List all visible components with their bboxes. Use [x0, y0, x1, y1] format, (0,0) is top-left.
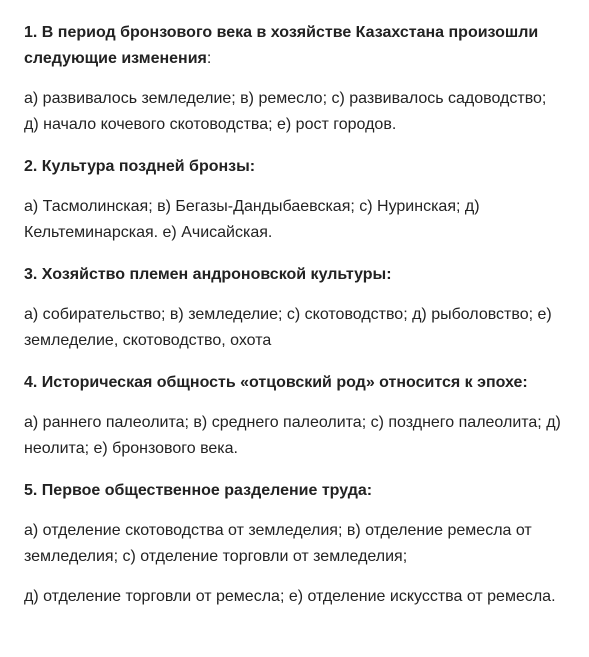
question-5-answers-part-1: а) отделение скотоводства от земледелия; в) отделение ремесла от земледелия; с) отделение торговли от земледелия;: [24, 522, 532, 565]
question-4: 4. Историческая общность «отцовский род» относится к эпохе:: [24, 374, 528, 391]
question-4-answers: а) раннего палеолита; в) среднего палеолита; с) позднего палеолита; д) неолита; е) бронзового века.: [24, 414, 561, 457]
question-1-colon: :: [206, 50, 212, 67]
question-1-text: 1. В период бронзового века в хозяйстве Казахстана произошли следующие изменения: [24, 24, 539, 67]
question-2: 2. Культура поздней бронзы:: [24, 158, 256, 175]
question-1: [24, 20, 565, 72]
question-3-answers: а) собирательство; в) земледелие; с) скотоводство; д) рыболовство; е) земледелие, скотоводство, охота: [24, 306, 552, 349]
question-5-answers-part-2: д) отделение торговли от ремесла; е) отделение искусства от ремесла.: [24, 588, 556, 605]
question-1-answers: а) развивалось земледелие; в) ремесло; с) развивалось садоводство; д) начало кочевого скотоводства; е) рост городов.: [24, 90, 547, 133]
question-3: 3. Хозяйство племен андроновской культуры:: [24, 266, 392, 283]
question-2-answers: а) Тасмолинская; в) Бегазы-Дандыбаевская; с) Нуринская; д) Кельтеминарская. е) Ачисайская.: [24, 198, 480, 241]
question-5: 5. Первое общественное разделение труда:: [24, 482, 373, 499]
